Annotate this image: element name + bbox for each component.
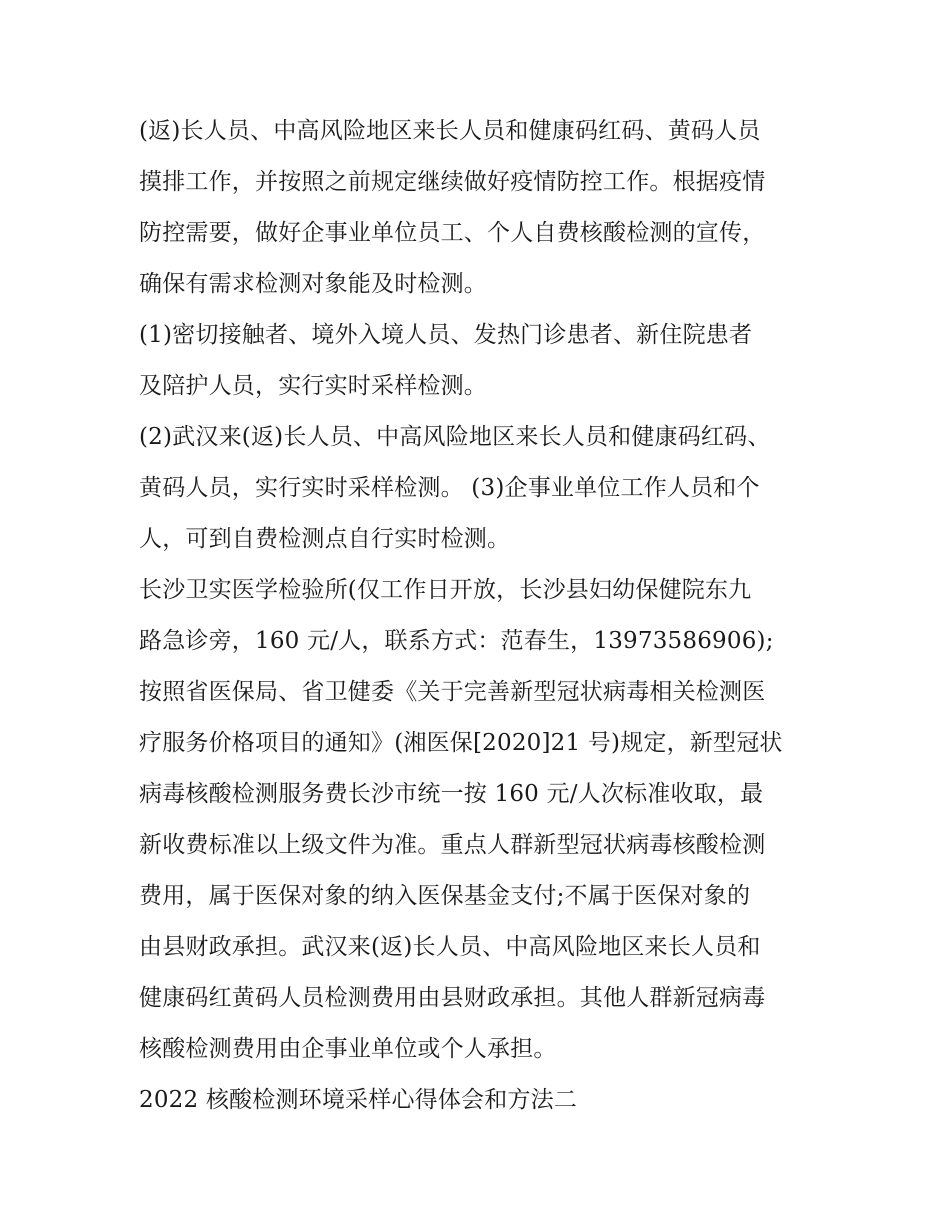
text-line: 摸排工作，并按照之前规定继续做好疫情防控工作。根据疫情 (139, 169, 766, 195)
text-line: 新收费标准以上级文件为准。重点人群新型冠状病毒核酸检测 (139, 832, 766, 858)
document-body (139, 106, 819, 1126)
text-line: (1)密切接触者、境外入境人员、发热门诊患者、新住院患者 (139, 322, 753, 348)
text-line: 路急诊旁，160 元/人，联系方式：范春生，13973586906); (139, 628, 774, 654)
text-line: 长沙卫实医学检验所(仅工作日开放，长沙县妇幼保健院东九 (139, 577, 752, 603)
text-line: 病毒核酸检测服务费长沙市统一按 160 元/人次标准收取，最 (139, 781, 764, 807)
text-line: 健康码红黄码人员检测费用由县财政承担。其他人群新冠病毒 (139, 985, 766, 1011)
text-line: 确保有需求检测对象能及时检测。 (139, 271, 487, 297)
text-line: 防控需要，做好企事业单位员工、个人自费核酸检测的宣传， (139, 220, 766, 246)
text-line: (2)武汉来(返)长人员、中高风险地区来长人员和健康码红码、 (139, 424, 771, 450)
text-line: 及陪护人员，实行实时采样检测。 (139, 373, 487, 399)
text-line: (返)长人员、中高风险地区来长人员和健康码红码、黄码人员 (139, 118, 761, 144)
text-line: 按照省医保局、省卫健委《关于完善新型冠状病毒相关检测医 (139, 679, 766, 705)
text-line: 黄码人员，实行实时采样检测。 (3)企事业单位工作人员和个 (139, 475, 760, 501)
text-line: 由县财政承担。武汉来(返)长人员、中高风险地区来长人员和 (139, 934, 761, 960)
section-heading: 2022 核酸检测环境采样心得体会和方法二 (139, 1087, 578, 1113)
text-line: 费用，属于医保对象的纳入医保基金支付;不属于医保对象的 (139, 883, 751, 909)
text-line: 核酸检测费用由企事业单位或个人承担。 (139, 1036, 557, 1062)
text-line: 人，可到自费检测点自行实时检测。 (139, 526, 511, 552)
text-line: 疗服务价格项目的通知》(湘医保[2020]21 号)规定，新型冠状 (139, 730, 783, 756)
